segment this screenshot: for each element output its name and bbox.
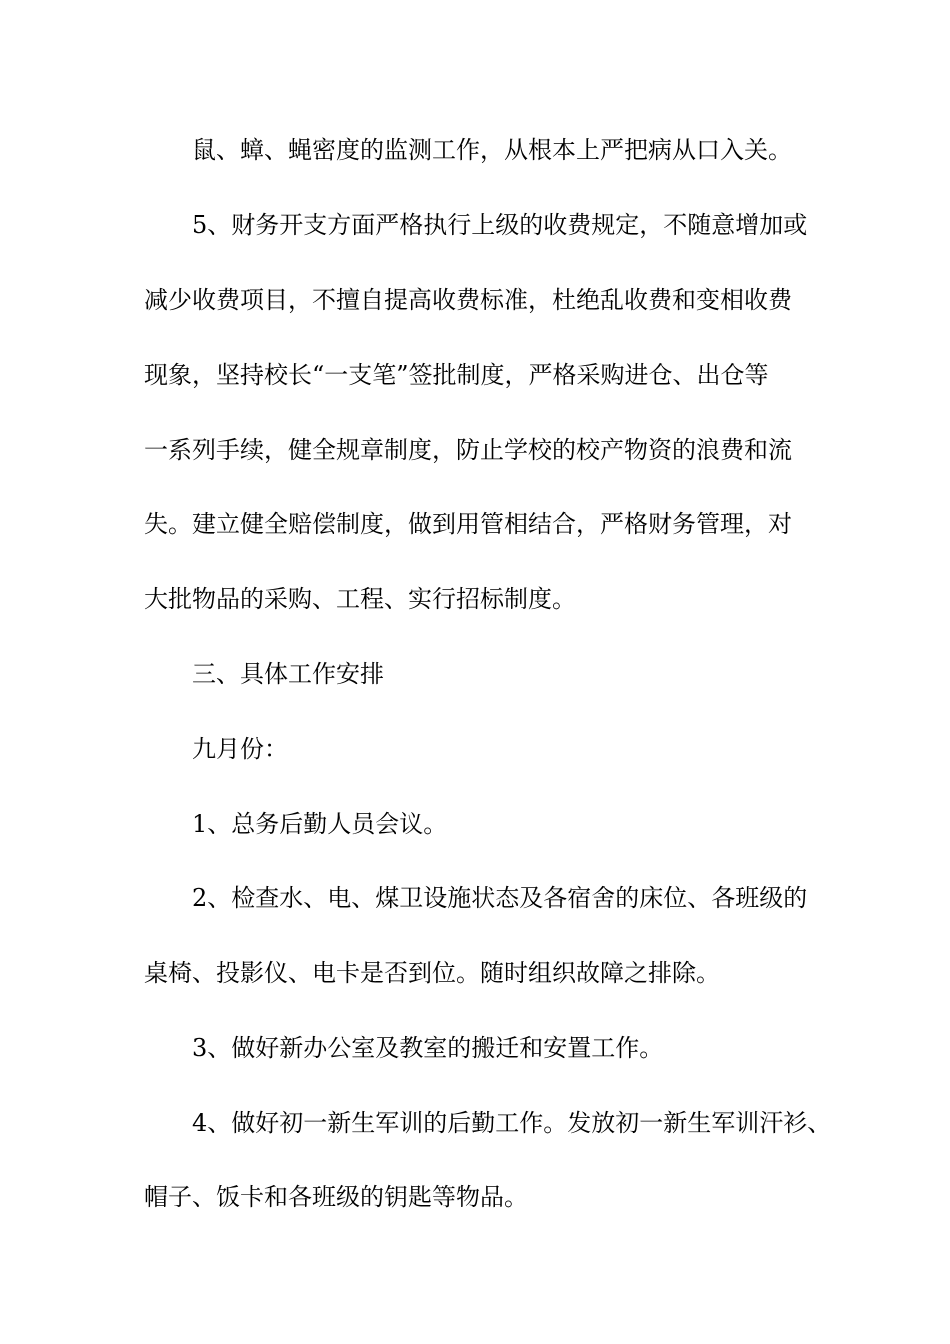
paragraph-line: 一系列手续，健全规章制度，防止学校的校产物资的浪费和流 [144, 436, 792, 464]
list-item: 2、检查水、电、煤卫设施状态及各宿舍的床位、各班级的 [192, 884, 808, 912]
list-item: 1、总务后勤人员会议。 [192, 810, 448, 838]
paragraph-line: 帽子、饭卡和各班级的钥匙等物品。 [144, 1183, 528, 1211]
list-item: 3、做好新办公室及教室的搬迁和安置工作。 [192, 1034, 664, 1062]
paragraph-line: 桌椅、投影仪、电卡是否到位。随时组织故障之排除。 [144, 959, 720, 987]
section-heading: 三、具体工作安排 [192, 660, 384, 688]
paragraph-line: 鼠、蟑、蝇密度的监测工作，从根本上严把病从口入关。 [192, 136, 792, 164]
paragraph-line: 5、财务开支方面严格执行上级的收费规定，不随意增加或 [192, 211, 808, 239]
paragraph-line: 大批物品的采购、工程、实行招标制度。 [144, 585, 576, 613]
list-item: 4、做好初一新生军训的后勤工作。发放初一新生军训汗衫、 [192, 1109, 832, 1137]
paragraph-line: 减少收费项目，不擅自提高收费标准，杜绝乱收费和变相收费 [144, 286, 792, 314]
paragraph-line: 现象，坚持校长“一支笔”签批制度，严格采购进仓、出仓等 [144, 361, 769, 389]
paragraph-line: 失。建立健全赔偿制度，做到用管相结合，严格财务管理，对 [144, 510, 792, 538]
subheading-month: 九月份： [192, 735, 288, 763]
